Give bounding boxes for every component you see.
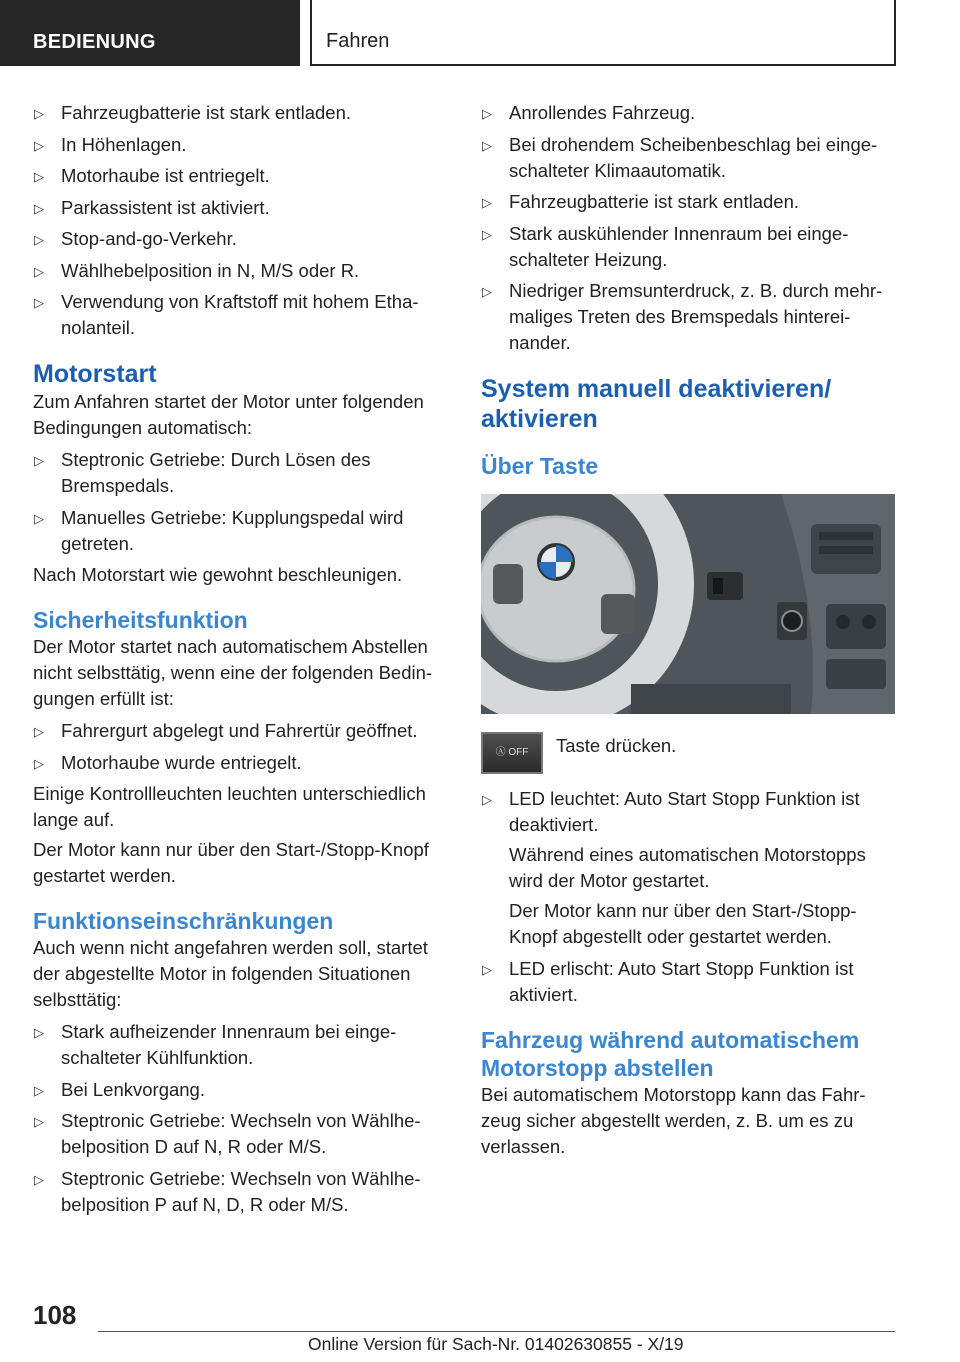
motorstart-list — [33, 447, 448, 557]
header-section-tab: BEDIENUNG — [0, 0, 300, 66]
bullet-triangle-icon: ▷ — [34, 755, 44, 771]
right-bullet-list — [481, 100, 895, 356]
list-item: ▷ Stop-and-go-Verkehr. — [33, 226, 448, 252]
page-number: 108 — [33, 1300, 77, 1330]
list-item: ▷ Fahrergurt abgelegt und Fahrertür geöffnet. — [33, 718, 448, 744]
list-item: ▷ LED leuchtet: Auto Start Stopp Funktion ist deaktiviert. Während eines automatischen Motorstopps wird der Motor gestartet. Der Motor kann nur über den Start-/Stopp-Knopf abgestellt oder gestartet werden. — [481, 786, 895, 950]
list-item: ▷ Steptronic Getriebe: Durch Lösen des Bremspedals. — [34, 449, 371, 496]
list-item: ▷ Stark aufheizender Innenraum bei eingeschalteter Kühlfunktion. — [34, 1021, 397, 1068]
list-item: ▷ Stark auskühlender Innenraum bei eingeschalteter Heizung. — [482, 222, 849, 270]
bullet-triangle-icon: ▷ — [482, 195, 492, 210]
bullet-triangle-icon: ▷ — [34, 1082, 44, 1098]
right-column — [481, 100, 895, 1164]
header-chapter-title: Fahren — [310, 0, 896, 66]
safety-list — [33, 718, 448, 776]
bullet-triangle-icon: ▷ — [34, 295, 44, 310]
list-item: ▷ Fahrzeugbatterie ist stark entladen. — [481, 189, 895, 215]
list-item: ▷ Steptronic Getriebe: Wechseln von Wählhebelposition D auf N, R oder M/S. — [34, 1110, 421, 1157]
motorstart-intro: Zum Anfahren startet der Motor unter folgenden Bedingungen automatisch: — [33, 391, 424, 438]
bullet-triangle-icon: ▷ — [34, 169, 44, 184]
bullet-triangle-icon: ▷ — [34, 1114, 44, 1129]
bullet-triangle-icon: ▷ — [34, 724, 44, 739]
list-item: ▷ Manuelles Getriebe: Kupplungspedal wird getreten. — [34, 506, 404, 554]
bullet-triangle-icon: ▷ — [34, 453, 44, 468]
bullet-triangle-icon: ▷ — [34, 106, 44, 121]
bullet-triangle-icon: ▷ — [482, 792, 492, 807]
list-item: ▷ Niedriger Bremsunterdruck, z. B. durch mehrmaliges Treten des Bremspedals hintereinander. — [482, 280, 883, 353]
bullet-triangle-icon: ▷ — [482, 137, 492, 153]
list-item: ▷ Anrollendes Fahrzeug. — [481, 100, 895, 126]
list-item: ▷ Parkassistent ist aktiviert. — [33, 195, 448, 221]
list-item: ▷ Bei Lenkvorgang. — [33, 1077, 448, 1103]
motorstart-outro: Nach Motorstart wie gewohnt beschleunigen. — [33, 564, 403, 585]
heading-ueber-taste: Über Taste — [481, 453, 599, 479]
limits-list — [33, 1019, 448, 1218]
list-item: ▷ Verwendung von Kraftstoff mit hohem Ethanolanteil. — [34, 291, 419, 338]
park-text: Bei automatischem Motorstopp kann das Fahrzeug sicher abgestellt werden, z. B. um es zu verlassen. — [481, 1083, 866, 1157]
led-sub-paragraph-2: Der Motor kann nur über den Start-/Stopp-Knopf abgestellt oder gestartet werden. — [509, 900, 857, 947]
limits-intro: Auch wenn nicht angefahren werden soll, startet der abgestellte Motor in folgenden Situationen selbsttätig: — [33, 937, 428, 1010]
list-item: ▷ Motorhaube ist entriegelt. — [33, 163, 448, 189]
list-item: ▷ Bei drohendem Scheibenbeschlag bei eingeschalteter Klimaautomatik. — [482, 133, 878, 181]
heading-funktionseinschraenkungen: Funktionseinschränkungen — [33, 908, 334, 934]
button-instruction-row — [481, 732, 895, 774]
bullet-triangle-icon: ▷ — [34, 232, 44, 247]
dashboard-photo — [481, 494, 895, 714]
auto-start-stop-button-icon: Ⓐ OFF — [481, 732, 543, 774]
bullet-triangle-icon: ▷ — [482, 284, 492, 299]
led-list — [481, 786, 895, 1008]
list-item: ▷ Motorhaube wurde entriegelt. — [33, 750, 448, 776]
bullet-triangle-icon: ▷ — [34, 1025, 44, 1040]
bullet-triangle-icon: ▷ — [34, 137, 44, 153]
safety-paragraph-1: Einige Kontrollleuchten leuchten unterschiedlich lange auf. — [33, 783, 426, 830]
bullet-triangle-icon: ▷ — [34, 1171, 44, 1187]
bullet-triangle-icon: ▷ — [482, 226, 492, 242]
button-caption: Taste drücken. — [556, 735, 677, 756]
heading-motorstart: Motorstart — [33, 360, 157, 388]
heading-system-manuell: System manuell deaktivieren/ aktivieren — [481, 375, 832, 433]
bullet-triangle-icon: ▷ — [482, 961, 492, 977]
bullet-triangle-icon: ▷ — [34, 263, 44, 279]
safety-paragraph-2: Der Motor kann nur über den Start-/Stopp-Knopf gestartet werden. — [33, 839, 429, 886]
bullet-triangle-icon: ▷ — [34, 200, 44, 216]
led-sub-paragraph-1: Während eines automatischen Motorstopps wird der Motor gestartet. — [509, 844, 866, 891]
heading-sicherheitsfunktion: Sicherheitsfunktion — [33, 607, 248, 633]
left-bullet-list — [33, 100, 448, 341]
left-column — [33, 100, 448, 1223]
list-item: ▷ Fahrzeugbatterie ist stark entladen. — [33, 100, 448, 126]
footer-version-text: Online Version für Sach-Nr. 01402630855 - X/19 — [308, 1334, 684, 1354]
list-item: ▷ LED erlischt: Auto Start Stopp Funktion ist aktiviert. — [482, 957, 854, 1005]
bullet-triangle-icon: ▷ — [34, 510, 44, 526]
list-item: ▷ In Höhenlagen. — [33, 132, 448, 158]
list-item: ▷ Steptronic Getriebe: Wechseln von Wählhebelposition P auf N, D, R oder M/S. — [34, 1167, 421, 1215]
bullet-triangle-icon: ▷ — [482, 106, 492, 121]
list-item: ▷ Wählhebelposition in N, M/S oder R. — [33, 258, 448, 284]
safety-intro: Der Motor startet nach automatischem Abstellen nicht selbsttätig, wenn eine der folgenden Bedingungen erfüllt ist: — [33, 636, 433, 709]
heading-fahrzeug-abstellen: Fahrzeug während automatischem Motorstopp abstellen — [481, 1026, 860, 1081]
steering-wheel-illustration — [481, 494, 895, 714]
